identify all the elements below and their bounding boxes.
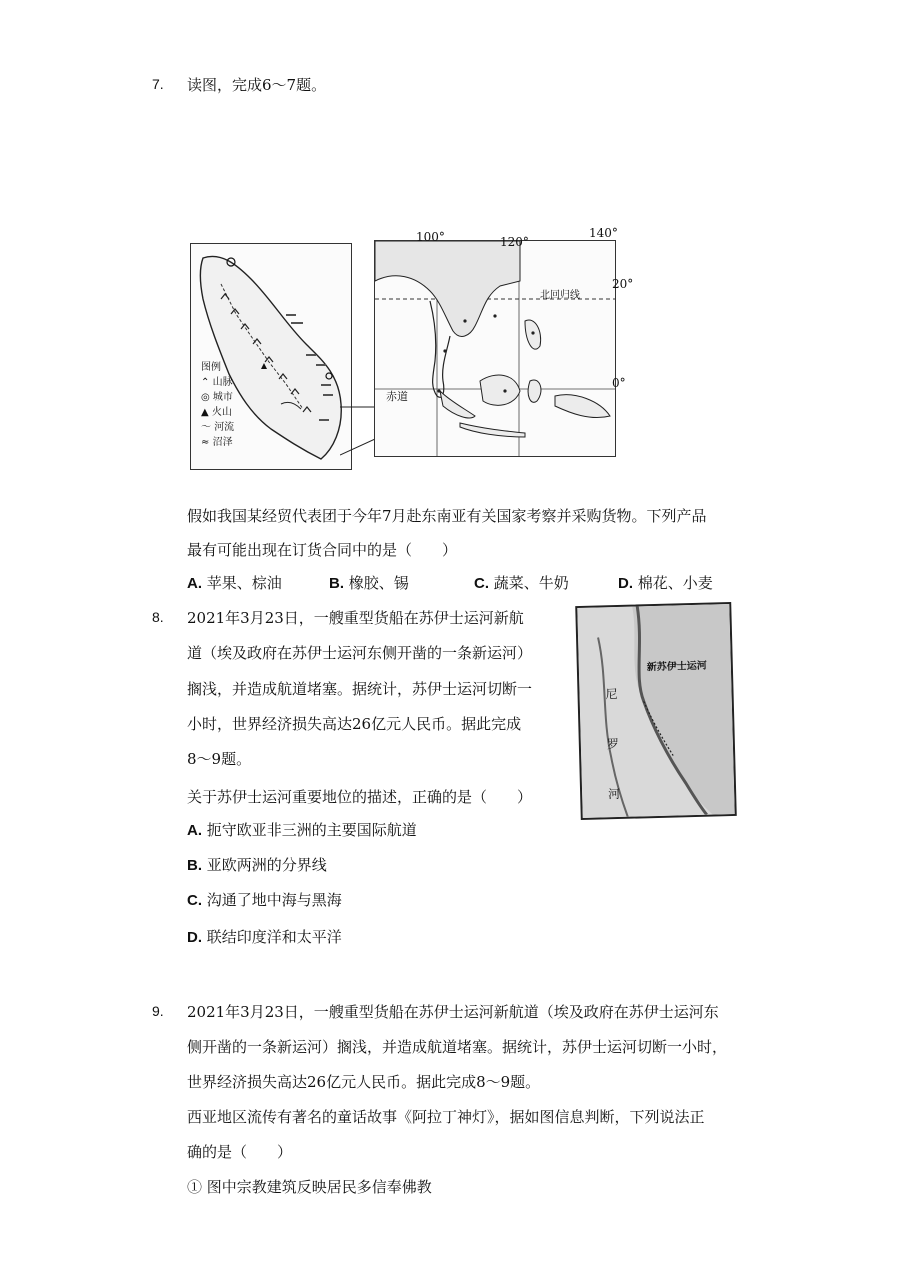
sumatra-map xyxy=(190,243,352,470)
nile-label-char1: 尼 xyxy=(605,687,618,702)
question-7-number: 7. xyxy=(152,76,164,92)
question-7-stem-line1: 假如我国某经贸代表团于今年7月赴东南亚有关国家考察并采购货物。下列产品 xyxy=(187,507,707,525)
question-8-line4: 小时，世界经济损失高达26亿元人民币。据此完成 xyxy=(187,715,522,733)
map-legend xyxy=(201,360,234,450)
legend-item-mountain: ⌃ 山脉 xyxy=(201,377,233,388)
lon-label-120: 120° xyxy=(500,235,529,249)
question-9-line4: 西亚地区流传有著名的童话故事《阿拉丁神灯》，据如图信息判断，下列说法正 xyxy=(187,1108,705,1126)
question-9-line5: 确的是（ ） xyxy=(187,1143,293,1161)
question-8-line5: 8～9题。 xyxy=(187,750,252,768)
question-9-line3: 世界经济损失高达26亿元人民币。据此完成8～9题。 xyxy=(187,1073,541,1091)
question-7-option-d[interactable]: D. 棉花、小麦 xyxy=(618,574,713,592)
question-8-option-d[interactable]: D. 联结印度洋和太平洋 xyxy=(187,928,342,946)
southeast-asia-map xyxy=(374,240,616,457)
river-icon: 〜 xyxy=(201,422,211,433)
mountain-icon: ⌃ xyxy=(201,377,210,388)
question-7-option-b[interactable]: B. 橡胶、锡 xyxy=(329,574,409,592)
legend-item-river: 〜 河流 xyxy=(201,422,235,433)
question-8-number: 8. xyxy=(152,609,164,625)
suez-canal-map xyxy=(575,602,737,820)
lon-label-140: 140° xyxy=(589,226,618,240)
city-icon: ◎ xyxy=(201,392,210,403)
nile-label-char3: 河 xyxy=(607,786,621,802)
question-8-option-a[interactable]: A. 扼守欧亚非三洲的主要国际航道 xyxy=(187,821,417,839)
question-9-line1: 2021年3月23日，一艘重型货船在苏伊士运河新航道（埃及政府在苏伊士运河东 xyxy=(187,1003,719,1021)
question-8-line1: 2021年3月23日，一艘重型货船在苏伊士运河新航 xyxy=(187,609,524,627)
legend-item-city: ◎ 城市 xyxy=(201,392,233,403)
legend-title: 图例 xyxy=(201,362,221,373)
question-8-option-c[interactable]: C. 沟通了地中海与黑海 xyxy=(187,891,342,909)
lat-label-20: 20° xyxy=(612,277,634,291)
question-8-line2: 道（埃及政府在苏伊士运河东侧开凿的一条新运河） xyxy=(187,644,533,662)
question-9-number: 9. xyxy=(152,1003,164,1019)
question-7-intro: 读图，完成6～7题。 xyxy=(187,76,327,94)
question-7-stem-line2: 最有可能出现在订货合同中的是（ ） xyxy=(187,541,458,559)
question-8-line3: 搁浅，并造成航道堵塞。据统计，苏伊士运河切断一 xyxy=(187,680,533,698)
legend-item-volcano: ▲ 火山 xyxy=(201,407,232,418)
question-7-option-c[interactable]: C. 蔬菜、牛奶 xyxy=(474,574,569,592)
volcano-icon: ▲ xyxy=(201,407,209,418)
question-7-option-a[interactable]: A. 苹果、棕油 xyxy=(187,574,282,592)
swamp-icon: ≈ xyxy=(201,437,210,448)
tropic-of-cancer-label: 北回归线 xyxy=(540,290,580,301)
equator-label: 赤道 xyxy=(386,390,408,403)
question-9-statement-1[interactable]: ① 图中宗教建筑反映居民多信奉佛教 xyxy=(187,1178,432,1196)
question-8-option-b[interactable]: B. 亚欧两洲的分界线 xyxy=(187,856,327,874)
lon-label-100: 100° xyxy=(416,230,445,244)
question-9-line2: 侧开凿的一条新运河）搁浅，并造成航道堵塞。据统计，苏伊士运河切断一小时， xyxy=(187,1038,728,1056)
legend-item-swamp: ≈ 沼泽 xyxy=(201,437,233,448)
lat-label-0: 0° xyxy=(612,376,626,390)
question-8-stem: 关于苏伊士运河重要地位的描述，正确的是（ ） xyxy=(187,788,533,806)
nile-label-char2: 罗 xyxy=(606,736,620,752)
new-suez-canal-label: 新苏伊士运河 xyxy=(646,660,707,674)
